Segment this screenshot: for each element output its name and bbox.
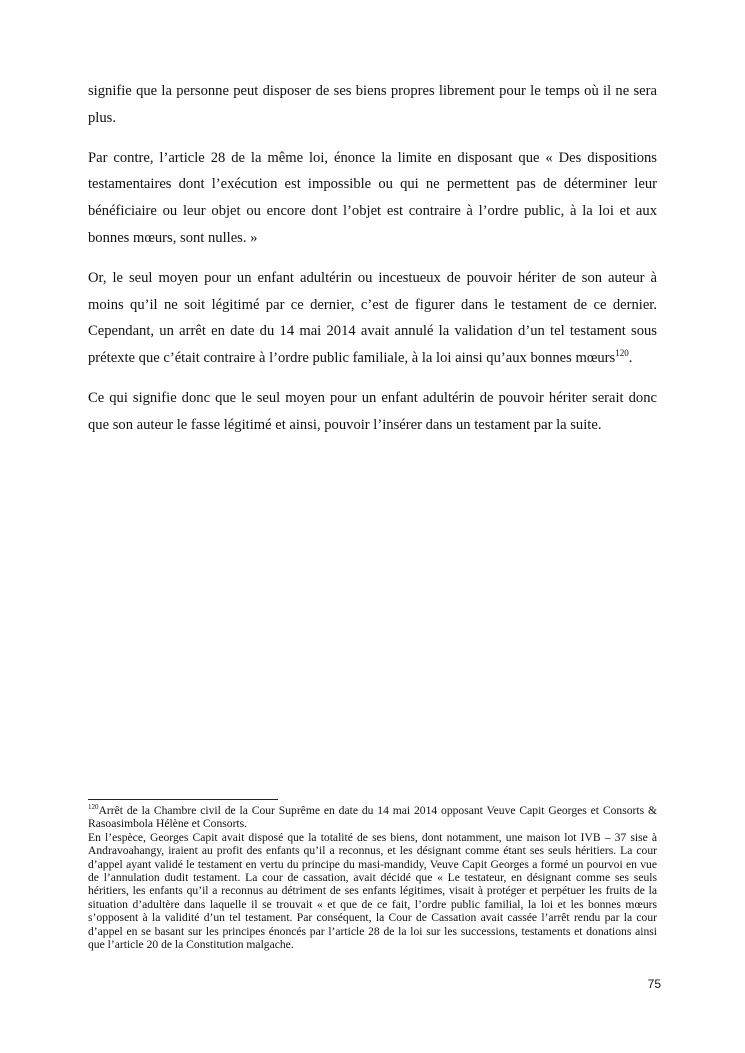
footnote-number: 120 — [88, 803, 99, 812]
footnote-body: En l’espèce, Georges Capit avait disposé que la totalité de ses biens, dont notamment, une maison lot IVB – 37 sise à Andravoahangy, iraient au profit des enfants qu’il a reconnus, et les désignant comme étant ses seuls héritiers. La cour d’appel ayant validé le testament en vertu du principe du masi-mandidy, Veuve Capit Georges a formé un pourvoi en vue de l’annulation dudit testament. La cour de cassation, avait décidé que « Le testateur, en désignant comme ses seuls héritiers, les enfants qu’il a reconnus au détriment de ses enfants légitimes, visait à protéger et perpétuer les fruits de la situation d’adultère dans laquelle il se trouvait « et que de ce fait, l’ordre public familial, la loi et les bonnes mœurs s’opposent à la validité d’un tel testament. Par conséquent, la Cour de Cassation avait cassée l’arrêt rendu par la cour d’appel en se basant sur les principes énoncés par l’article 28 de la loi sur les successions, testaments et donations ainsi que l’article 20 de la Constitution malgache. — [88, 830, 657, 952]
body-text — [88, 78, 657, 452]
paragraph: Ce qui signifie donc que le seul moyen pour un enfant adultérin de pouvoir hériter serait donc que son auteur le fasse légitimé et ainsi, pouvoir l’insérer dans un testament par la suite. — [88, 389, 657, 433]
footnote-citation: Arrêt de la Chambre civil de la Cour Suprême en date du 14 mai 2014 opposant Veuve Capit Georges et Consorts & Rasoasimbola Hélène et Consorts. — [88, 804, 657, 831]
footnote-first-paragraph — [88, 804, 657, 831]
paragraph: Par contre, l’article 28 de la même loi, énonce la limite en disposant que « Des dispositions testamentaires dont l’exécution est impossible ou qui ne permettent pas de déterminer leur bénéficiaire ou leur objet ou encore dont l’objet est contraire à l’ordre public, à la loi et aux bonnes mœurs, sont nulles. » — [88, 149, 657, 246]
paragraph-text: Or, le seul moyen pour un enfant adultérin ou incestueux de pouvoir hériter de son auteur à moins qu’il ne soit légitimé par ce dernier, c’est de figurer dans le testament de ce dernier. Cependant, un arrêt en date du 14 mai 2014 avait annulé la validation d’un tel testament sous prétexte que c’était contraire à l’ordre public familiale, à la loi ainsi qu’aux bonnes mœurs — [88, 269, 657, 367]
page-number: 75 — [647, 977, 661, 991]
paragraph-end-punctuation: . — [628, 350, 633, 367]
paragraph — [88, 265, 657, 372]
footnote — [88, 804, 657, 951]
paragraph: signifie que la personne peut disposer de ses biens propres librement pour le temps où il ne sera plus. — [88, 83, 657, 126]
footnote-reference[interactable]: 120 — [615, 348, 629, 359]
footnote-separator — [88, 799, 278, 800]
